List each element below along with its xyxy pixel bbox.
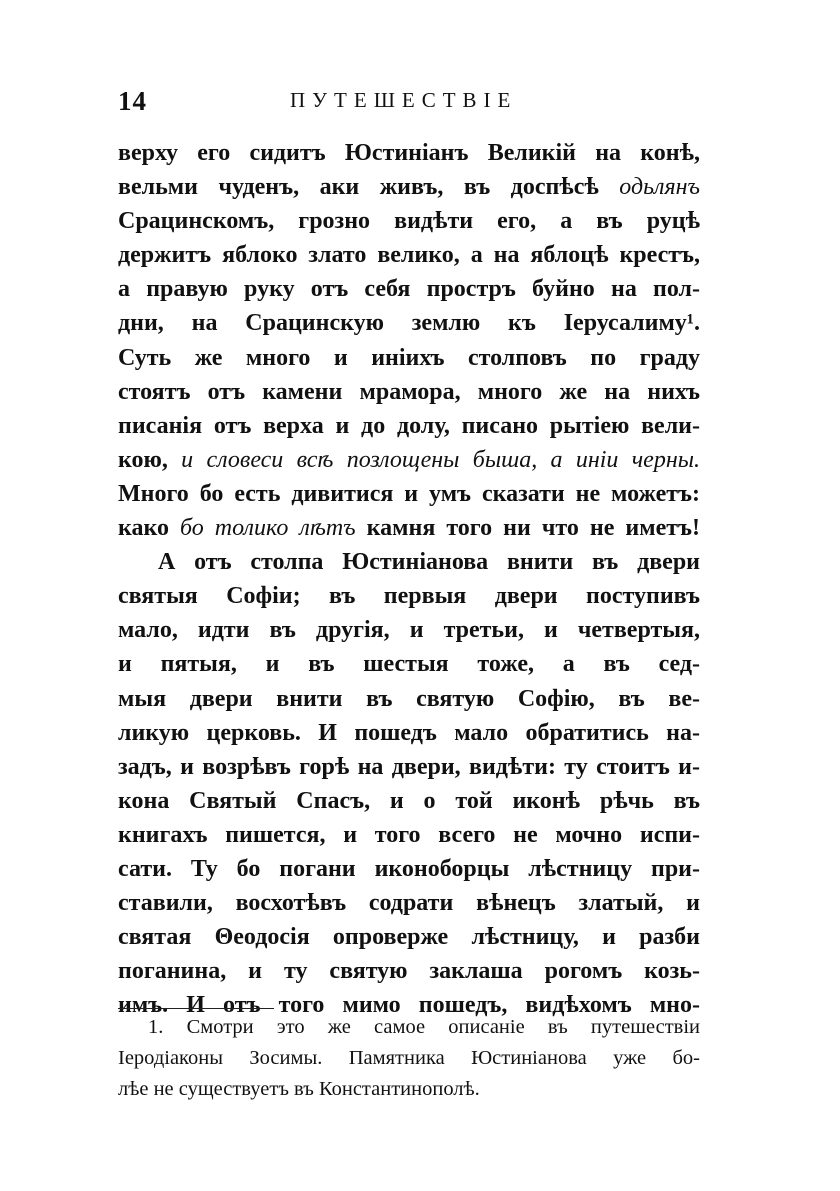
- text-line: держитъ яблоко злато велико, а на яблоцѣ крестъ,: [118, 242, 700, 269]
- footnote-line: лѣе не существуетъ въ Константинополѣ.: [118, 1078, 480, 1100]
- main-text: [118, 136, 700, 1022]
- text-line: имъ. И отъ того мимо пошедъ, видѣхомъ мно-: [118, 992, 700, 1019]
- text-line: дни, на Срацинскую землю къ Іерусалиму¹.: [118, 310, 700, 337]
- italic-segment: бо толико: [180, 515, 289, 542]
- text-segment: камня того ни что не иметъ!: [355, 515, 700, 542]
- text-line: Суть же много и иніихъ столповъ по граду: [118, 344, 700, 371]
- text-line: задъ, и возрѣвъ горѣ на двери, видѣти: ту стоитъ и-: [118, 753, 700, 780]
- text-line: [118, 443, 700, 477]
- text-line: ставили, восхотѣвъ содрати вѣнецъ златый, и: [118, 890, 700, 917]
- text-line: Срацинскомъ, грозно видѣти его, а въ руцѣ: [118, 208, 700, 235]
- page-number: 14: [118, 86, 147, 116]
- italic-segment: лѣтъ: [299, 515, 356, 542]
- text-segment: како: [118, 515, 181, 542]
- text-line: святыя Софіи; въ первыя двери поступивъ: [118, 583, 700, 610]
- text-segment: вельми чуденъ, аки живъ, въ доспѣсѣ: [118, 174, 620, 201]
- text-line: [118, 511, 700, 545]
- page-header: [118, 86, 700, 120]
- footnote-line: Іеродіаконы Зосимы. Памятника Юстиніанова уже бо-: [118, 1047, 700, 1069]
- text-segment: кою,: [118, 446, 182, 473]
- text-line: сати. Ту бо погани иконоборцы лѣстницу при-: [118, 855, 700, 882]
- text-line: стоятъ отъ камени мрамора, много же на нихъ: [118, 378, 700, 405]
- text-line: [118, 170, 700, 204]
- running-title: ПУТЕШЕСТВІЕ: [290, 88, 518, 112]
- text-line: а правую руку отъ себя простръ буйно на пол-: [118, 276, 700, 303]
- text-line: мало, идти въ другія, и третьи, и четвертыя,: [118, 617, 700, 644]
- text-line: святая Θеодосія опроверже лѣстницу, и разби: [118, 924, 700, 951]
- paragraph-start-line: А отъ столпа Юстиніанова внити въ двери: [158, 549, 700, 576]
- text-line: ликую церковь. И пошедъ мало обратитись на-: [118, 719, 700, 746]
- italic-segment: и словеси всѣ позлощены быша, а иніи черны.: [181, 446, 700, 473]
- text-line: верху его сидитъ Юстиніанъ Великій на конѣ,: [118, 140, 700, 166]
- footnote-line: 1. Смотри это же самое описаніе въ путешествіи: [148, 1016, 700, 1038]
- text-line: кона Святый Спасъ, и о той иконѣ рѣчь въ: [118, 787, 700, 814]
- text-line: и пятыя, и въ шестыя тоже, а въ сед-: [118, 651, 700, 678]
- italic-segment: одьлянъ: [619, 174, 700, 201]
- text-line: писанія отъ верха и до долу, писано рытіею вели-: [118, 412, 700, 439]
- text-line: поганина, и ту святую заклаша рогомъ козь-: [118, 958, 700, 985]
- text-line: Много бо есть дивитися и умъ сказати не можетъ:: [118, 480, 700, 507]
- text-line: мыя двери внити въ святую Софію, въ ве-: [118, 685, 700, 712]
- text-segment: [288, 515, 299, 541]
- footnote-separator: [118, 1008, 274, 1009]
- footnote: [118, 1012, 700, 1105]
- text-line: книгахъ пишется, и того всего не мочно испи-: [118, 821, 700, 848]
